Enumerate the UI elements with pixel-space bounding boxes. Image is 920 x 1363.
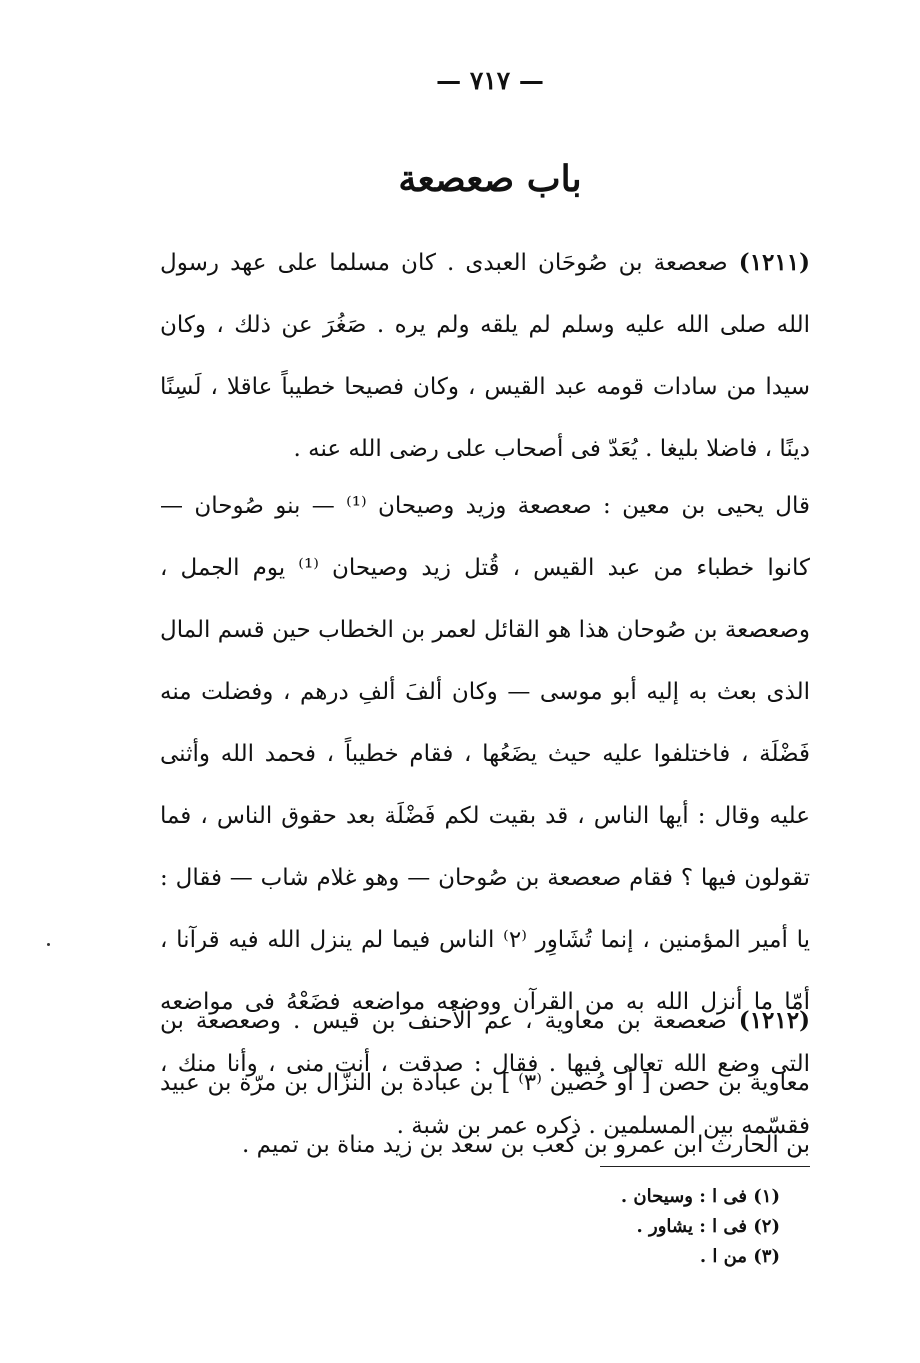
footnotes (621, 1182, 780, 1272)
entry-text: صعصعة بن صُوحَان العبدى . كان مسلما على عهد رسول الله صلى الله عليه وسلم لم يلقه ولم يره . صَغُرَ عن ذلك ، وكان سيدا من سادات قومه عبد القيس ، وكان فصيحا خطيباً عاقلا ، لَسِنًا دينًا ، فاضلا بليغا . يُعَدّ فى أصحاب على رضى الله عنه . (160, 250, 810, 462)
chapter-title: باب صعصعة (398, 158, 582, 200)
footnote-2: (٢) فى ا : يشاور . (636, 1216, 780, 1237)
footnote-3: (٣) من ا . (699, 1246, 780, 1267)
footnote-1: (١) فى ا : وسيحان . (620, 1186, 780, 1207)
scan-speck (47, 943, 50, 946)
quote-paragraph: قال يحيى بن معين : صعصعة وزيد وصيحان ⁽¹⁾ — بنو صُوحان — كانوا خطباء من عبد القيس ، قُتل زيد وصيحان ⁽¹⁾ يوم الجمل ، وصعصعة بن صُوحان هذا هو القائل لعمر بن الخطاب حين قسم المال الذى بعث به إليه أبو موسى — وكان ألفَ ألفِ درهم ، وفضلت منه فَضْلَة ، فاختلفوا عليه حيث يضَعُها ، فقام خطيباً ، فحمد الله وأثنى عليه وقال : أيها الناس ، قد بقيت لكم فَضْلَة بعد حقوق الناس ، فما تقولون فيها ؟ فقام صعصعة بن صُوحان — وهو غلام شاب — فقال : يا أمير المؤمنين ، إنما تُشَاوِر ⁽٢⁾ الناس فيما لم ينزل الله فيه قرآنا ، أمّا ما أنزل الله به من القرآن ووضعه مواضعه فضَعْهُ فى مواضعه التى وضع الله تعالى فيها . فقال : صدقت ، أنت منى ، وأنا منك ، فقسّمه بين المسلمين . ذكره عمر بن شبة . (160, 493, 811, 1139)
entry-number: (١٢١١) (738, 249, 810, 276)
footnote-divider (600, 1166, 810, 1167)
entry-text: صعصعة بن معاوية ، عم الأحنف بن قيس . وصعصعة بن معاوية بن حصن [ أو حُصين ⁽٣⁾ ] بن عبادة بن النزّال بن مرّة بن عبيد بن الحارث ابن عمرو بن كعب بن سعد بن زيد مناة بن تميم . (160, 1008, 810, 1158)
entry-paragraph (160, 990, 810, 1176)
entry-number: (١٢١٢) (738, 1007, 810, 1034)
page-number: — ٧١٧ — (436, 66, 544, 95)
entry-paragraph (160, 232, 810, 480)
